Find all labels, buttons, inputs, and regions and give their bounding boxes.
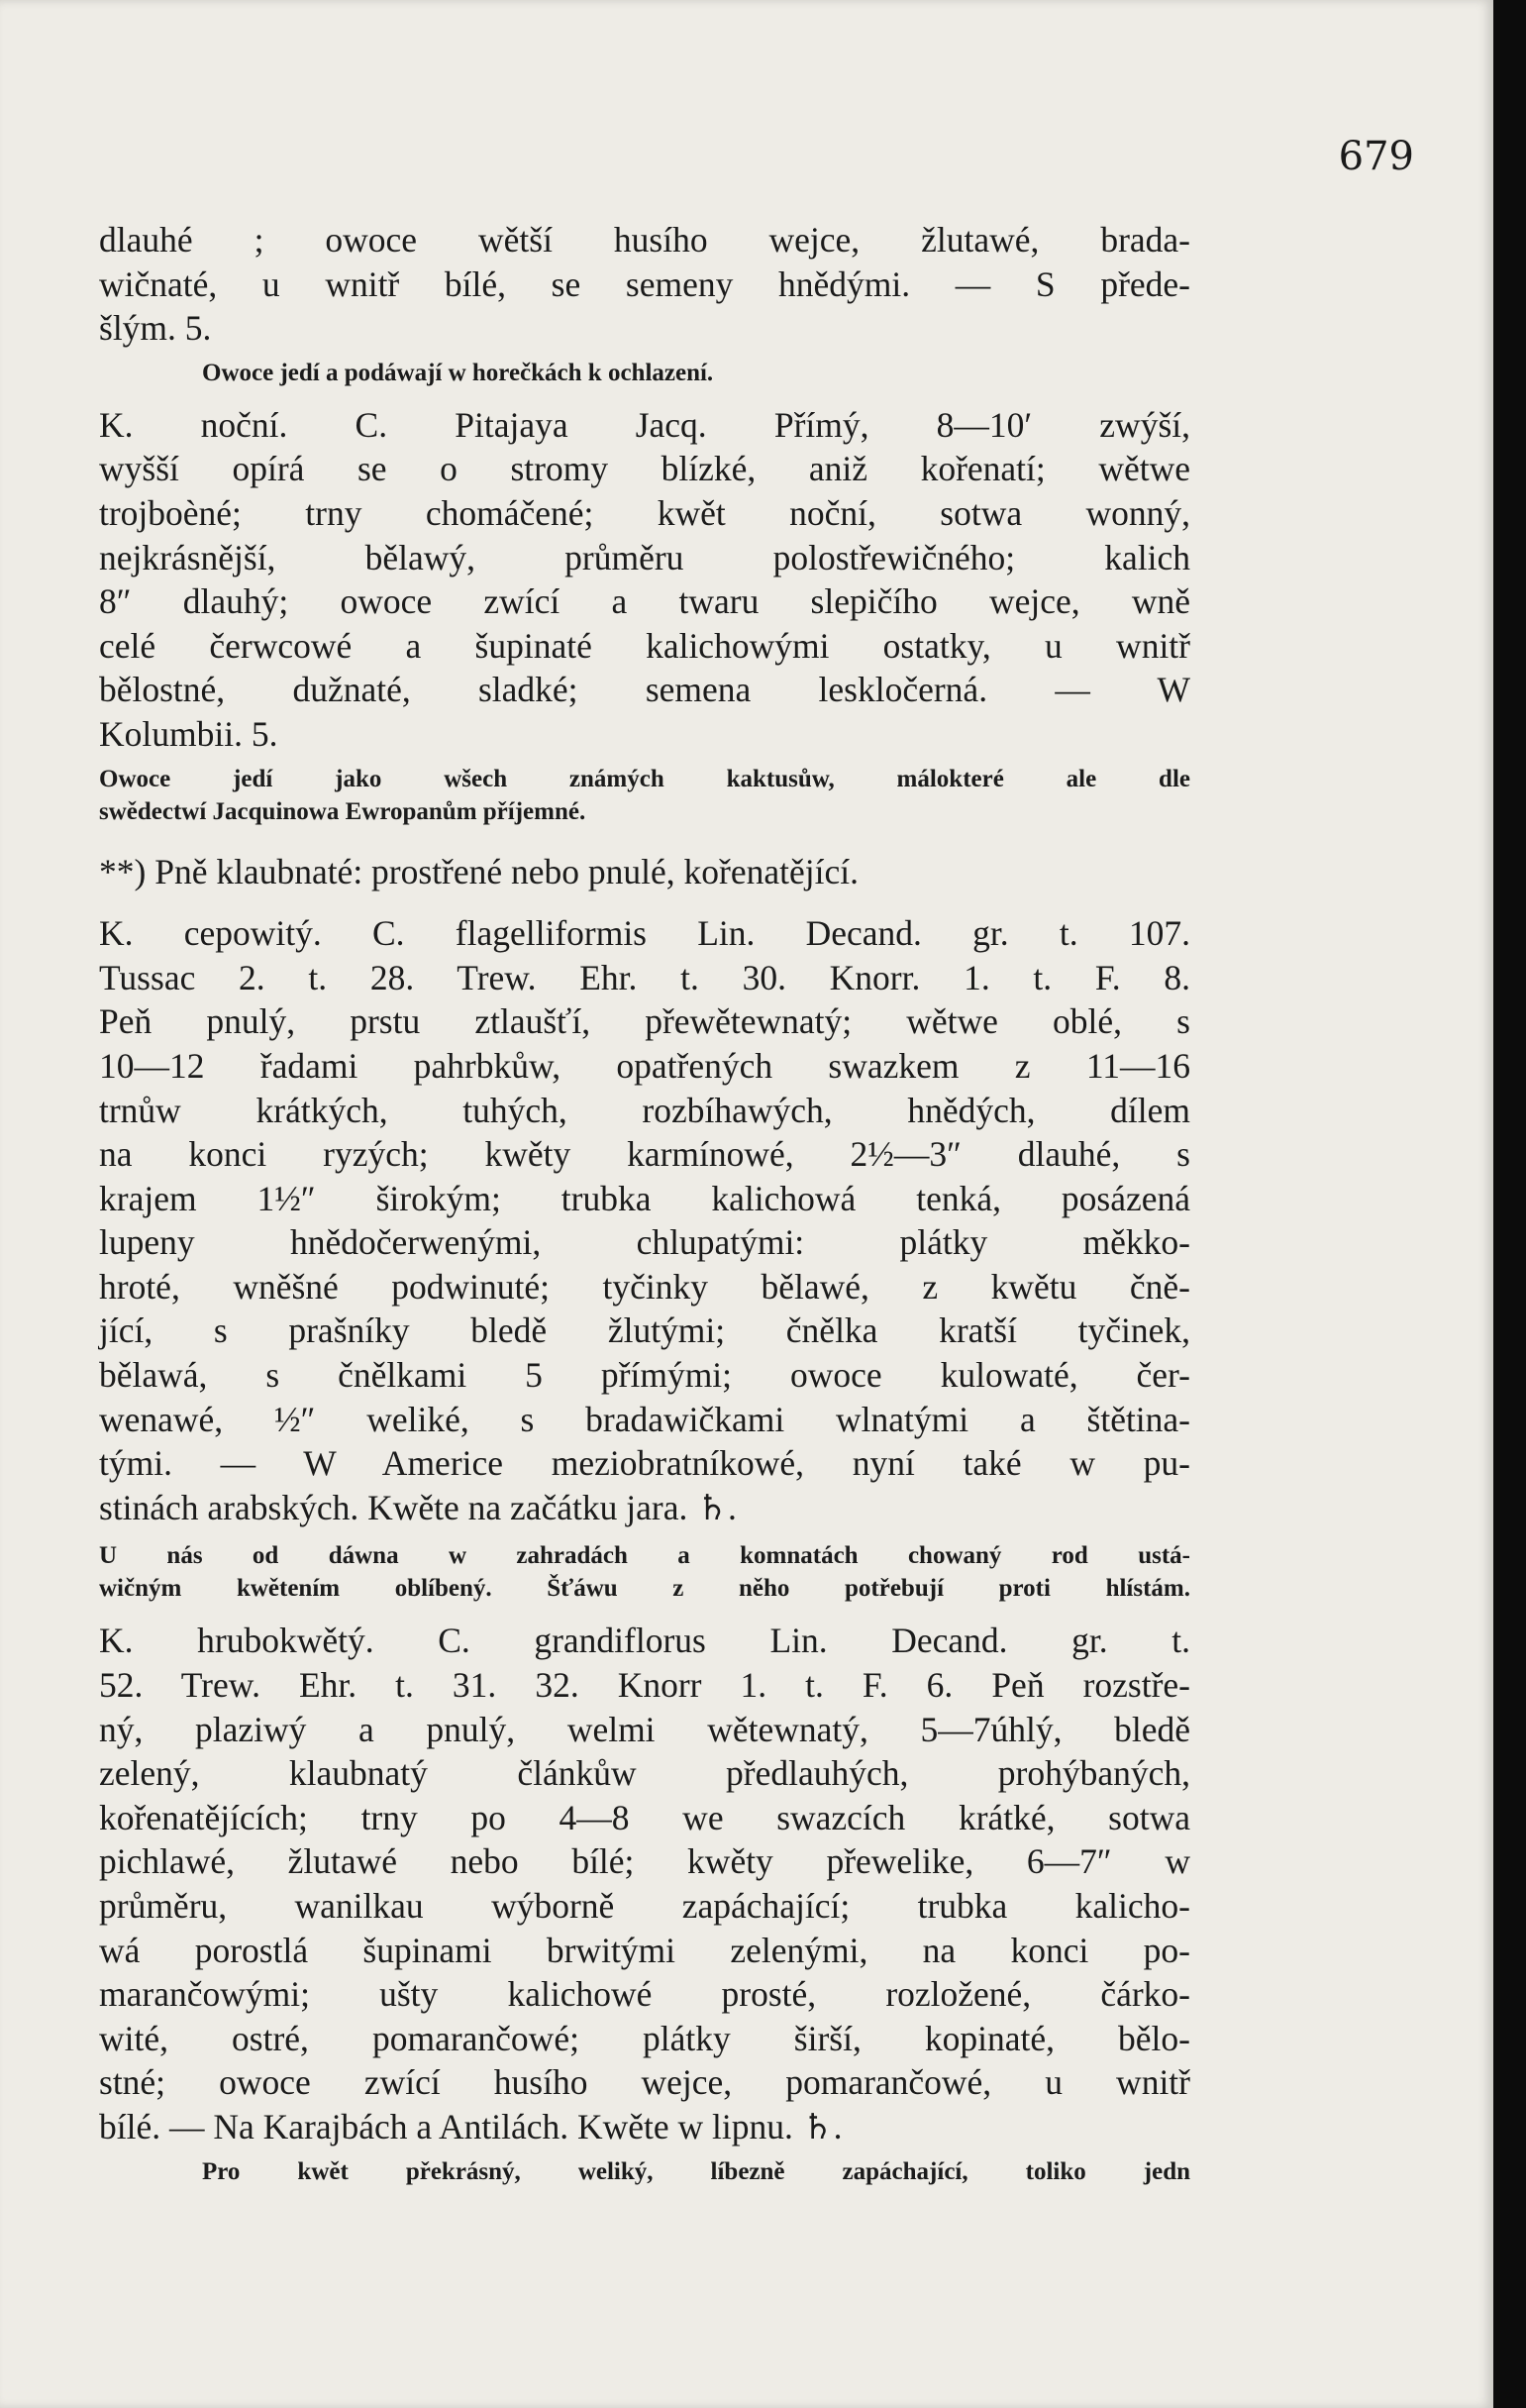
text-line: nejkrásnější, bělawý, průměru polostřewičného; kalich — [99, 537, 1190, 577]
text-line: marančowými; ušty kalichowé prosté, rozložené, čárko- — [99, 1974, 1190, 2015]
text-line: K. noční. C. Pitajaya Jacq. Přímý, 8—10′ zwýší, — [99, 404, 1190, 445]
text-line: K. hrubokwětý. C. grandiflorus Lin. Decand. gr. t. — [99, 1621, 1190, 1661]
paragraph — [99, 911, 1190, 1529]
paragraph — [99, 1619, 1190, 2148]
section-heading — [99, 850, 1190, 894]
text-line: hroté, wněšné podwinuté; tyčinky bělawé, z kwětu čně- — [99, 1266, 1190, 1307]
footnote — [99, 1539, 1190, 1605]
paragraph — [99, 218, 1190, 351]
text-line: kořenatějících; trny po 4—8 we swazcích krátké, sotwa — [99, 1797, 1190, 1837]
text-line: bělawá, s čnělkami 5 přímými; owoce kulowaté, čer- — [99, 1355, 1190, 1396]
text-line: 10—12 řadami pahrbkůw, opatřených swazkem z 11—16 — [99, 1045, 1190, 1086]
text-line: K. cepowitý. C. flagelliformis Lin. Decand. gr. t. 107. — [99, 913, 1190, 954]
text-line: bílé. — Na Karajbách a Antilách. Kwěte w lipnu. ♄. — [99, 2106, 843, 2146]
text-line: pichlawé, žlutawé nebo bílé; kwěty přewelike, 6—7″ w — [99, 1841, 1190, 1882]
note-line: Pro kwět překrásný, weliký, líbezně zapáchající, toliko jedn — [202, 2157, 1190, 2185]
text-line: wenawé, ½″ weliké, s bradawičkami wlnatými a štětina- — [99, 1399, 1190, 1439]
text-line: trnůw krátkých, tuhých, rozbíhawých, hnědých, dílem — [99, 1090, 1190, 1130]
note-line: U nás od dáwna w zahradách a komnatách chowaný rod ustá- — [99, 1542, 1190, 1570]
text-line: trojboèné; trny chomáčené; kwět noční, sotwa wonný, — [99, 492, 1190, 533]
text-line: Peň pnulý, prstu ztlaušťí, přewětewnatý; wětwe oblé, s — [99, 1001, 1190, 1042]
text-line: Kolumbii. 5. — [99, 713, 278, 754]
text-line: tými. — W Americe meziobratníkowé, nyní také w pu- — [99, 1443, 1190, 1484]
text-line: wá porostlá šupinami brwitými zelenými, na konci po- — [99, 1930, 1190, 1970]
page-number: 679 — [1338, 134, 1414, 179]
text-line: krajem 1½″ širokým; trubka kalichowá tenká, posázená — [99, 1178, 1190, 1218]
text-line: zelený, klaubnatý článkůw předlauhých, prohýbaných, — [99, 1753, 1190, 1794]
text-line: průměru, wanilkau wýborně zapáchající; trubka kalicho- — [99, 1886, 1190, 1926]
text-line: jící, s prašníky bledě žlutými; čnělka kratší tyčinek, — [99, 1310, 1190, 1351]
page-body — [99, 218, 1190, 2188]
footnote — [99, 357, 1190, 389]
text-line: na konci ryzých; kwěty karmínowé, 2½—3″ dlauhé, s — [99, 1134, 1190, 1175]
text-line: ný, plaziwý a pnulý, welmi wětewnatý, 5—7úhlý, bledě — [99, 1709, 1190, 1749]
text-line: wičnaté, u wnitř bílé, se semeny hnědými. — S přede- — [99, 263, 1190, 304]
text-line: dlauhé ; owoce wětší husího wejce, žlutawé, brada- — [99, 220, 1190, 260]
text-line: 52. Trew. Ehr. t. 31. 32. Knorr 1. t. F. 6. Peň rozstře- — [99, 1665, 1190, 1706]
text-line: lupeny hnědočerwenými, chlupatými: plátky měkko- — [99, 1222, 1190, 1263]
text-line: wité, ostré, pomarančowé; plátky širší, kopinaté, bělo- — [99, 2018, 1190, 2058]
text-line: 8″ dlauhý; owoce zwící a twaru slepičího wejce, wně — [99, 581, 1190, 622]
text-line: Tussac 2. t. 28. Trew. Ehr. t. 30. Knorr. 1. t. F. 8. — [99, 957, 1190, 997]
paragraph — [99, 403, 1190, 757]
text-line: celé čerwcowé a šupinaté kalichowými ostatky, u wnitř — [99, 625, 1190, 666]
footnote — [99, 2155, 1190, 2188]
text-line: šlým. 5. — [99, 308, 212, 349]
text-line: stné; owoce zwící husího wejce, pomarančowé, u wnitř — [99, 2062, 1190, 2103]
note-line: wičným kwětením oblíbený. Šťáwu z něho potřebují proti hlístám. — [99, 1575, 1190, 1603]
note-line: Owoce jedí jako wšech známých kaktusůw, málokteré ale dle — [99, 765, 1190, 792]
note-line: Owoce jedí a podáwají w horečkách k ochlazení. — [202, 359, 714, 386]
text-line: **) Pně klaubnaté: prostřené nebo pnulé, kořenatějící. — [99, 851, 859, 891]
text-line: bělostné, dužnaté, sladké; semena leskločerná. — W — [99, 670, 1190, 710]
text-line: stinách arabských. Kwěte na začátku jara. ♄. — [99, 1487, 737, 1527]
footnote — [99, 763, 1190, 828]
text-line: wyšší opírá se o stromy blízké, aniž kořenatí; wětwe — [99, 449, 1190, 489]
note-line: swědectwí Jacquinowa Ewropanům příjemné. — [99, 797, 586, 825]
